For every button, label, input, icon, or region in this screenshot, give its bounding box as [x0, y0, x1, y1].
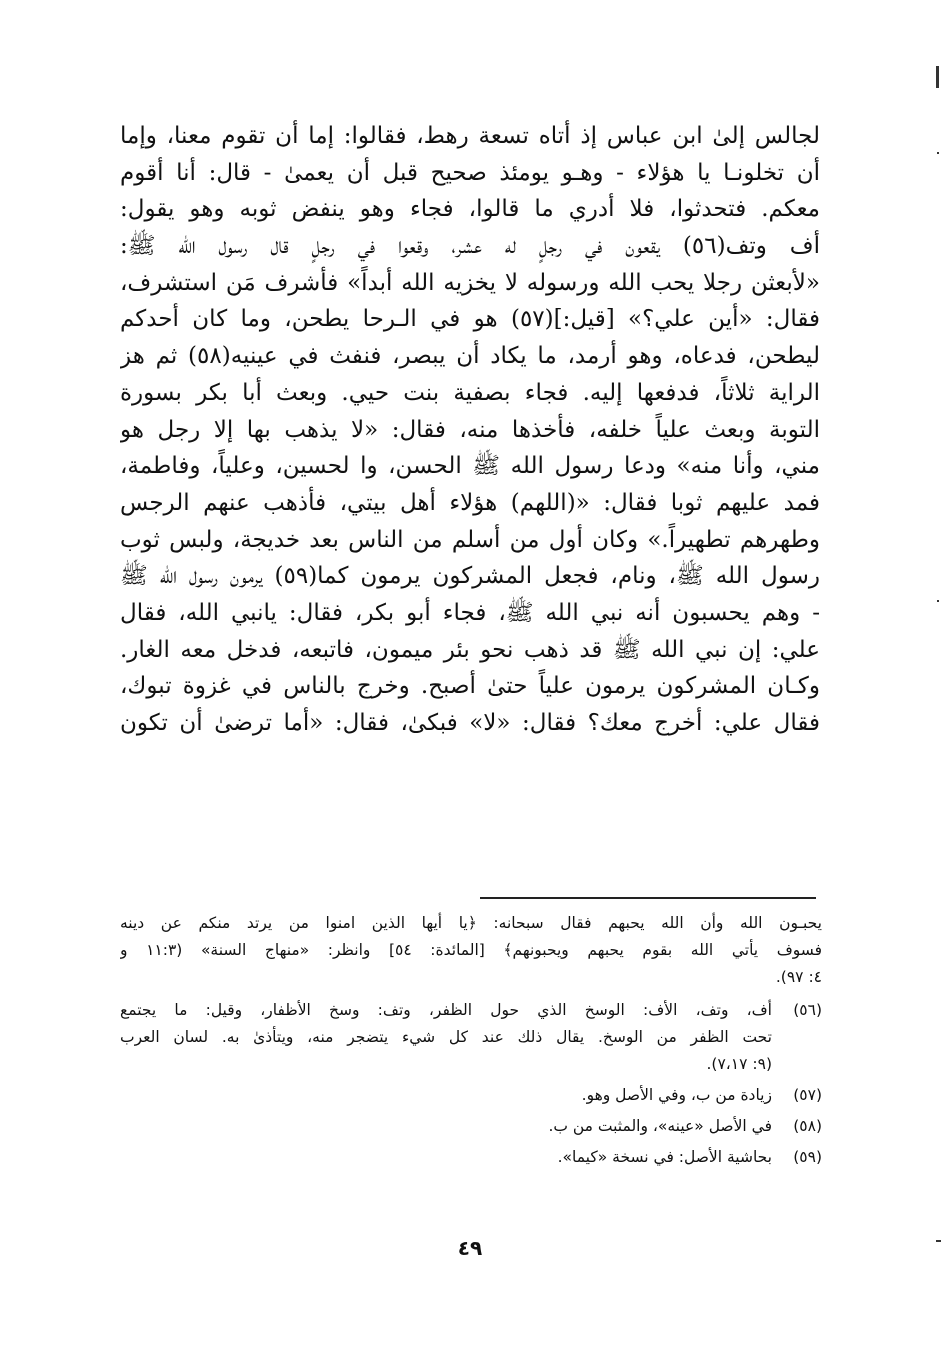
footnote-line: (٩: ٧،١٧).: [706, 1055, 772, 1073]
footnote-line: تحت الظفر من الوسخ. يقال ذلك عند كل شيء يتضجر منه، ويتأذىٰ به. لسان العرب: [120, 1028, 772, 1046]
text-line: رسول الله ﷺ، ونام، فجعل المشركون يرمون كما(٥٩) يرمون رسول الله ﷺ: [120, 563, 820, 590]
footnote-line: أف، وتف، الأف: الوسخ الذي حول الظفر، وتف: وسخ الأظفار، وقيل: ما يجتمع: [120, 1001, 772, 1019]
scan-mark: [936, 66, 939, 88]
text-line: «لأبعثن رجلا يحب الله ورسوله لا يخزيه الله أبداً» فأشرف مَن استشرف،: [120, 269, 820, 296]
footnote-body: [120, 1082, 772, 1109]
text-line: أف وتف(٥٦) يقعون في رجلٍ له عشر، وقعوا في رجلٍ قال رسول الله ﷺ:: [120, 233, 820, 260]
footnote-57: [120, 1082, 822, 1109]
text-line: معكم. فتحدثوا، فلا أدري ما قالوا، فجاء وهو ينفض ثوبه وهو يقول:: [120, 196, 820, 223]
footnote-number: (٥٦): [793, 1001, 822, 1019]
footnote-line: زيادة من ب، وفي الأصل وهو.: [581, 1086, 772, 1104]
footnote-separator: [480, 897, 816, 899]
footnote-body: [120, 1144, 772, 1171]
footnote-body: [120, 997, 772, 1078]
footnote-56: [120, 997, 822, 1078]
scan-mark: [937, 152, 939, 154]
footnote-number: (٥٧): [793, 1086, 822, 1104]
footnote-number: (٥٨): [793, 1117, 822, 1135]
footnotes-section: [120, 910, 822, 1175]
text-line: لجالس إلىٰ ابن عباس إذ أتاه تسعة رهط، فقالوا: إما أن تقوم معنا، وإما: [120, 123, 820, 149]
footnote-continuation: [120, 910, 822, 991]
footnote-line: يحبـون الله وأن الله يحبهم فقال سبحانه: ﴿يا أيها الذين امنوا من يرتد منكم عن دينه: [120, 914, 822, 932]
text-line: ليطحن، فدعاه، وهو أرمد، ما يكاد أن يبصر، فنفث في عينيه(٥٨) ثم هز: [120, 343, 820, 370]
scan-mark: [937, 600, 939, 602]
text-line: فقال علي: أخرج معك؟ فقال: «لا» فبكىٰ، فقال: «أما ترضىٰ أن تكون: [120, 710, 820, 736]
footnote-line: بحاشية الأصل: في نسخة «كيما».: [557, 1148, 772, 1166]
text-line: فقال: «أين علي؟» [قيل:](٥٧) هو في الـرحا يطحن، وما كان أحدكم: [120, 306, 820, 333]
text-line: أن تخلونـا يا هؤلاء - وهـو يومئذ صحيح قبل أن يعمىٰ - قال: أنا أقوم: [120, 159, 820, 186]
text-line: فمد عليهم ثوبا فقال: «(اللهم) هؤلاء أهل بيتي، فأذهب عنهم الرجس: [120, 489, 820, 516]
page-number: ٤٩: [457, 1236, 483, 1260]
footnote-line: في الأصل «عينه»، والمثبت من ب.: [548, 1117, 772, 1135]
text-line: الراية ثلاثاً، فدفعها إليه. فجاء بصفية بنت حيي. وبعث أبا بكر بسورة: [120, 379, 820, 406]
footnote-58: [120, 1113, 822, 1140]
scan-mark: [936, 1240, 941, 1242]
text-line: وكـان المشركون يرمون علياً حتىٰ أصبح. وخرج بالناس في غزوة تبوك،: [120, 673, 820, 700]
text-line: - وهم يحسبون أنه نبي الله ﷺ، فجاء أبو بكر، فقال: يانبي الله، فقال: [120, 599, 820, 626]
footnote-line: فسوف يأتي الله بقوم يحبهم ويحبونهم﴾ [المائدة: ٥٤] وانظر: «منهاج السنة» (١١:٣ و: [120, 941, 822, 959]
footnote-59: [120, 1144, 822, 1171]
main-text-body: [120, 118, 820, 742]
footnote-body: [120, 1113, 772, 1140]
text-line: علي: إن نبي الله ﷺ قد ذهب نحو بئر ميمون، فاتبعه، فدخل معه الغار.: [120, 636, 820, 663]
text-line: وطهرهم تطهيراً.» وكان أول من أسلم من الناس بعد خديجة، ولبس ثوب: [120, 526, 820, 553]
text-line: مني، وأنا منه» ودعا رسول الله ﷺ الحسن، وا لحسين، وعلياً، وفاطمة،: [120, 453, 820, 480]
footnote-number: (٥٩): [793, 1148, 822, 1166]
text-line: التوبة وبعث علياً خلفه، فأخذها منه، فقال: «لا يذهب بها إلا رجل هو: [120, 416, 820, 443]
footnote-line: ٤: ٩٧).: [775, 968, 822, 986]
